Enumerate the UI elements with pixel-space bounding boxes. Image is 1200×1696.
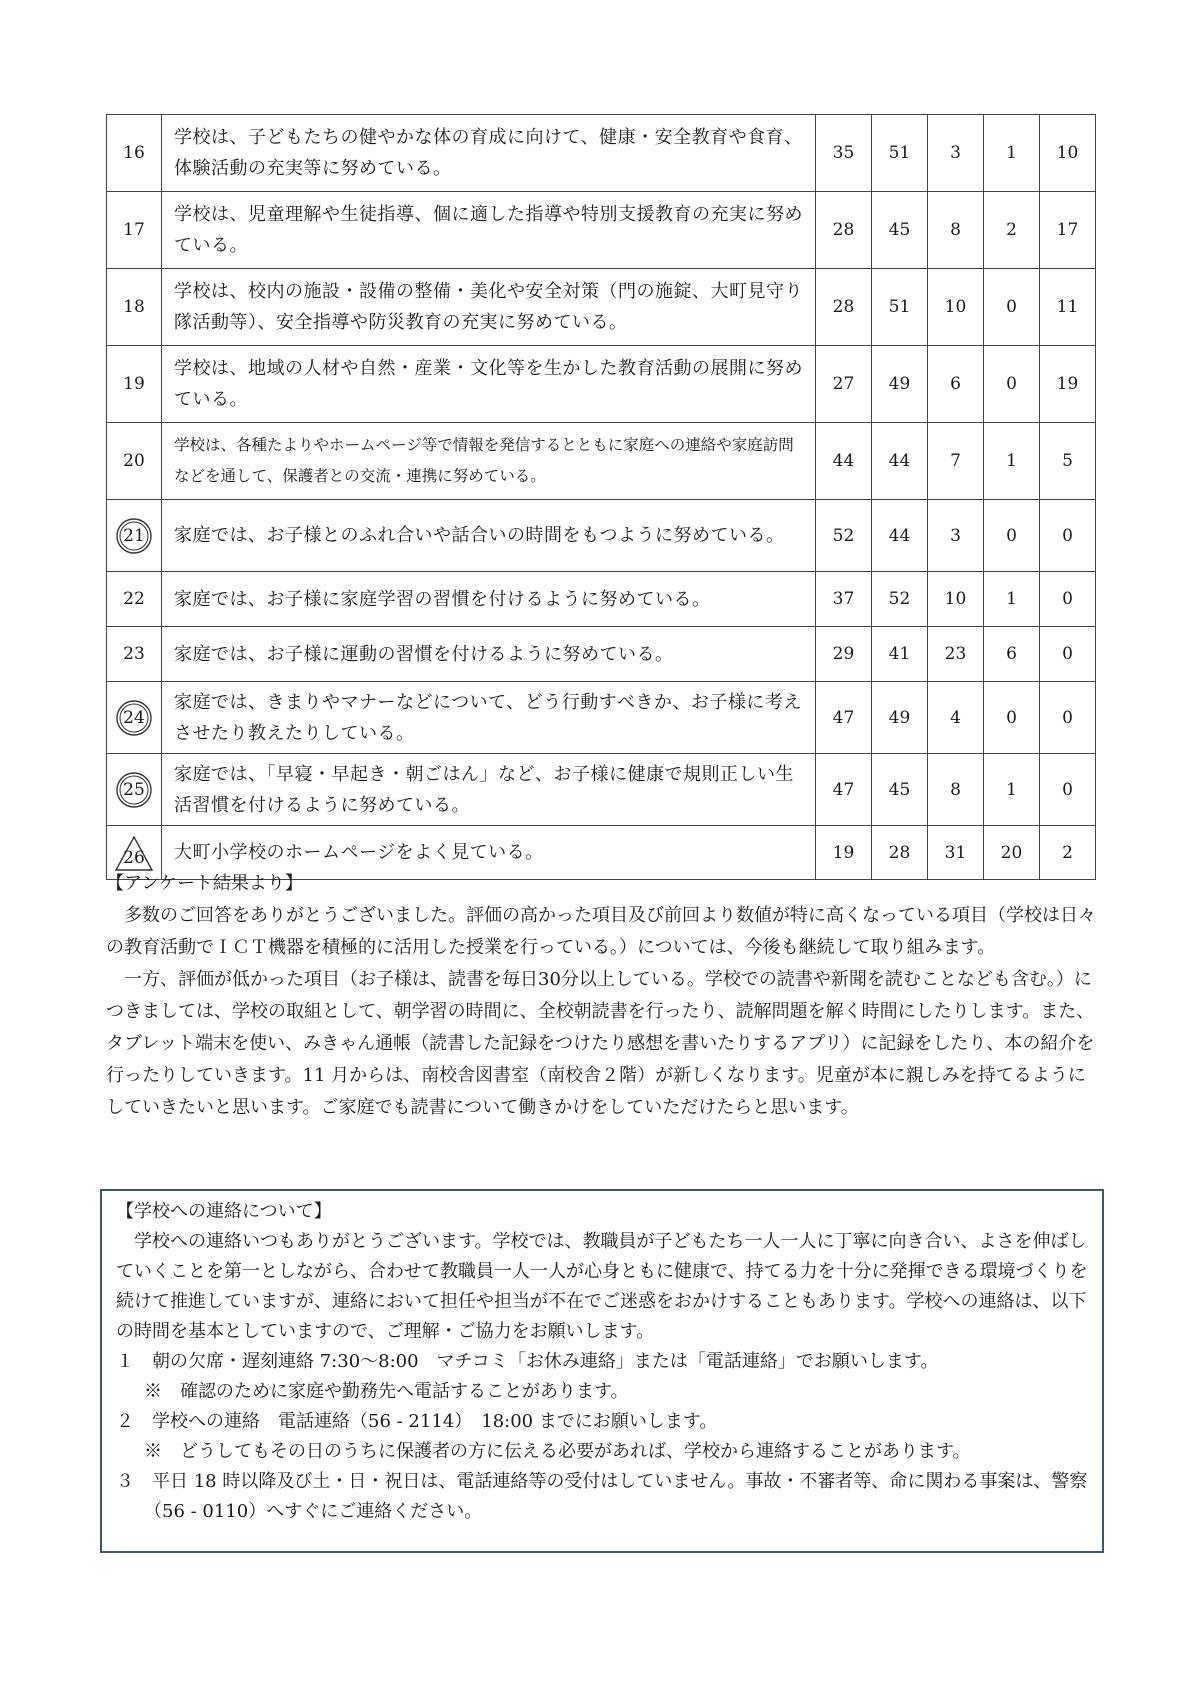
value-cell: 10 — [928, 269, 984, 346]
table-row — [107, 627, 1096, 682]
value-cell: 3 — [928, 500, 984, 572]
contact-note: ※ どうしてもその日のうちに保護者の方に伝える必要があれば、学校から連絡することがあります。 — [144, 1441, 971, 1462]
value-cell: 6 — [984, 627, 1040, 682]
value-cell: 6 — [928, 346, 984, 423]
value-cell: 28 — [816, 269, 872, 346]
value-cell: 37 — [816, 572, 872, 627]
value-cell: 0 — [1040, 572, 1096, 627]
value-cell: 49 — [872, 682, 928, 754]
item-number — [107, 754, 162, 826]
results-heading: 【アンケート結果より】 — [106, 873, 303, 894]
value-cell: 52 — [872, 572, 928, 627]
item-number: 20 — [107, 423, 162, 500]
value-cell: 44 — [872, 423, 928, 500]
table-row — [107, 500, 1096, 572]
contact-item: ２ 学校への連絡 電話連絡（56 - 2114） 18:00 までにお願いします。 — [116, 1411, 718, 1432]
item-number: 16 — [107, 115, 162, 192]
item-number — [107, 682, 162, 754]
value-cell: 52 — [816, 500, 872, 572]
value-cell: 20 — [984, 826, 1040, 880]
value-cell: 28 — [872, 826, 928, 880]
value-cell: 11 — [1040, 269, 1096, 346]
item-question: 家庭では、お子様に運動の習慣を付けるように努めている。 — [162, 627, 816, 682]
value-cell: 45 — [872, 192, 928, 269]
value-cell: 23 — [928, 627, 984, 682]
value-cell: 10 — [1040, 115, 1096, 192]
value-cell: 41 — [872, 627, 928, 682]
value-cell: 45 — [872, 754, 928, 826]
contact-heading: 【学校への連絡について】 — [116, 1201, 332, 1222]
item-question: 学校は、児童理解や生徒指導、個に適した指導や特別支援教育の充実に努めている。 — [162, 192, 816, 269]
circle-mark-icon: 21 — [114, 516, 154, 556]
table-row — [107, 423, 1096, 500]
item-question: 家庭では、「早寝・早起き・朝ごはん」など、お子様に健康で規則正しい生活習慣を付けるように努めている。 — [162, 754, 816, 826]
table-row — [107, 572, 1096, 627]
item-number — [107, 500, 162, 572]
value-cell: 8 — [928, 754, 984, 826]
contact-item: ３ 平日 18 時以降及び土・日・祝日は、電話連絡等の受付はしていません。事故・不審者等、命に関わる事案は、警察（56 - 0110）へすぐにご連絡ください。 — [116, 1471, 1088, 1522]
survey-table-body — [107, 115, 1096, 880]
value-cell: 8 — [928, 192, 984, 269]
survey-results-table — [106, 114, 1096, 880]
circle-mark-icon: 25 — [114, 770, 154, 810]
school-contact-box — [100, 1189, 1104, 1553]
value-cell: 10 — [928, 572, 984, 627]
value-cell: 29 — [816, 627, 872, 682]
contact-note: ※ 確認のために家庭や勤務先へ電話することがあります。 — [144, 1381, 629, 1402]
table-row — [107, 682, 1096, 754]
table-row — [107, 754, 1096, 826]
value-cell: 7 — [928, 423, 984, 500]
value-cell: 44 — [816, 423, 872, 500]
value-cell: 0 — [1040, 627, 1096, 682]
item-question: 学校は、各種たよりやホームページ等で情報を発信するとともに家庭への連絡や家庭訪問などを通して、保護者との交流・連携に努めている。 — [162, 423, 816, 500]
value-cell: 1 — [984, 115, 1040, 192]
value-cell: 47 — [816, 682, 872, 754]
item-question: 家庭では、お子様に家庭学習の習慣を付けるように努めている。 — [162, 572, 816, 627]
triangle-mark-icon: 26 — [114, 833, 154, 873]
item-question: 学校は、子どもたちの健やかな体の育成に向けて、健康・安全教育や食育、体験活動の充実等に努めている。 — [162, 115, 816, 192]
value-cell: 0 — [984, 346, 1040, 423]
value-cell: 17 — [1040, 192, 1096, 269]
contact-intro: 学校への連絡いつもありがとうございます。学校では、教職員が子どもたち一人一人に丁寧に向き合い、よさを伸ばしていくことを第一としながら、合わせて教職員一人一人が心身ともに健康で、持てる力を十分に発揮できる環境づくりを続けて推進していますが、連絡において担任や担当が不在でご迷惑をおかけすることもあります。学校への連絡は、以下の時間を基本としていますので、ご理解・ご協力をお願いします。 — [116, 1231, 1088, 1342]
table-row — [107, 192, 1096, 269]
item-question: 大町小学校のホームページをよく見ている。 — [162, 826, 816, 880]
value-cell: 35 — [816, 115, 872, 192]
value-cell: 1 — [984, 572, 1040, 627]
value-cell: 0 — [1040, 754, 1096, 826]
item-number: 23 — [107, 627, 162, 682]
table-row — [107, 269, 1096, 346]
value-cell: 44 — [872, 500, 928, 572]
survey-results-section — [106, 868, 1096, 1124]
item-number: 18 — [107, 269, 162, 346]
value-cell: 47 — [816, 754, 872, 826]
value-cell: 28 — [816, 192, 872, 269]
value-cell: 1 — [984, 754, 1040, 826]
item-question: 学校は、校内の施設・設備の整備・美化や安全対策（門の施錠、大町見守り隊活動等）、安全指導や防災教育の充実に努めている。 — [162, 269, 816, 346]
value-cell: 51 — [872, 115, 928, 192]
table-row — [107, 346, 1096, 423]
value-cell: 27 — [816, 346, 872, 423]
value-cell: 0 — [984, 682, 1040, 754]
value-cell: 31 — [928, 826, 984, 880]
results-paragraph: 多数のご回答をありがとうございました。評価の高かった項目及び前回より数値が特に高くなっている項目（学校は日々の教育活動でＩＣＴ機器を積極的に活用した授業を行っている。）については、今後も継続して取り組みます。 — [106, 905, 1096, 958]
value-cell: 2 — [984, 192, 1040, 269]
value-cell: 1 — [984, 423, 1040, 500]
value-cell: 49 — [872, 346, 928, 423]
value-cell: 2 — [1040, 826, 1096, 880]
item-number: 22 — [107, 572, 162, 627]
item-number: 19 — [107, 346, 162, 423]
item-number: 17 — [107, 192, 162, 269]
contact-item: １ 朝の欠席・遅刻連絡 7:30～8:00 マチコミ「お休み連絡」または「電話連絡」でお願いします。 — [116, 1351, 939, 1372]
value-cell: 51 — [872, 269, 928, 346]
value-cell: 5 — [1040, 423, 1096, 500]
value-cell: 19 — [816, 826, 872, 880]
value-cell: 0 — [1040, 682, 1096, 754]
value-cell: 19 — [1040, 346, 1096, 423]
table-row — [107, 115, 1096, 192]
results-paragraph: 一方、評価が低かった項目（お子様は、読書を毎日30分以上している。学校での読書や新聞を読むことなども含む。）につきましては、学校の取組として、朝学習の時間に、全校朝読書を行ったり、読解問題を解く時間にしたりします。また、タブレット端末を使い、みきゃん通帳（読書した記録をつけたり感想を書いたりするアプリ）に記録をしたり、本の紹介を行ったりしていきます。11 月からは、南校舎図書室（南校舎２階）が新しくなります。児童が本に親しみを持てるようにしていきたいと思います。ご家庭でも読書について働きかけをしていただけたらと思います。 — [106, 969, 1095, 1118]
item-question: 学校は、地域の人材や自然・産業・文化等を生かした教育活動の展開に努めている。 — [162, 346, 816, 423]
value-cell: 0 — [1040, 500, 1096, 572]
item-question: 家庭では、お子様とのふれ合いや話合いの時間をもつように努めている。 — [162, 500, 816, 572]
item-question: 家庭では、きまりやマナーなどについて、どう行動すべきか、お子様に考えさせたり教えたりしている。 — [162, 682, 816, 754]
value-cell: 3 — [928, 115, 984, 192]
value-cell: 4 — [928, 682, 984, 754]
value-cell: 0 — [984, 500, 1040, 572]
circle-mark-icon: 24 — [114, 698, 154, 738]
value-cell: 0 — [984, 269, 1040, 346]
